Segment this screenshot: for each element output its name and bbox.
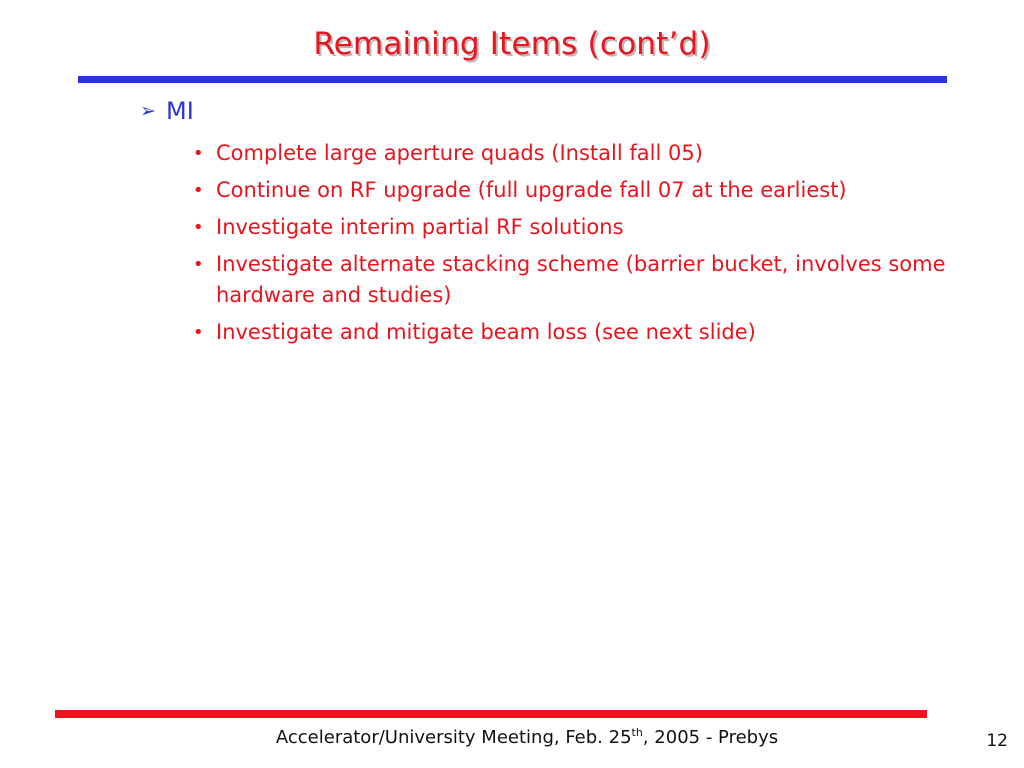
footer-text-tail: , 2005 - Prebys <box>642 727 779 748</box>
slide-title: Remaining Items (cont’d) <box>313 26 711 62</box>
section-heading <box>140 97 194 125</box>
bullet-list <box>190 138 970 354</box>
footer-divider <box>55 710 927 718</box>
bullet-item <box>190 138 970 169</box>
bullet-text: Investigate interim partial RF solutions <box>216 215 624 239</box>
bullet-dot-icon: • <box>193 143 204 164</box>
bullet-item <box>190 212 970 243</box>
bullet-text: Continue on RF upgrade (full upgrade fall 07 at the earliest) <box>216 178 847 202</box>
title-divider <box>78 76 947 83</box>
arrow-bullet-icon: ➢ <box>140 100 156 122</box>
bullet-text: Complete large aperture quads (Install fall 05) <box>216 141 703 165</box>
footer-text-main: Accelerator/University Meeting, Feb. 25 <box>275 727 632 748</box>
page-number: 12 <box>986 731 1008 751</box>
footer-superscript: th <box>631 726 643 739</box>
bullet-dot-icon: • <box>193 217 204 238</box>
bullet-item <box>190 175 970 206</box>
footer-text <box>0 726 1024 748</box>
bullet-dot-icon: • <box>193 254 204 275</box>
bullet-text: Investigate alternate stacking scheme (barrier bucket, involves some hardware and studies) <box>216 252 946 307</box>
bullet-item <box>190 317 970 348</box>
bullet-text: Investigate and mitigate beam loss (see next slide) <box>216 320 756 344</box>
bullet-dot-icon: • <box>193 322 204 343</box>
section-heading-label: MI <box>166 97 194 125</box>
bullet-dot-icon: • <box>193 180 204 201</box>
bullet-item <box>190 249 970 311</box>
